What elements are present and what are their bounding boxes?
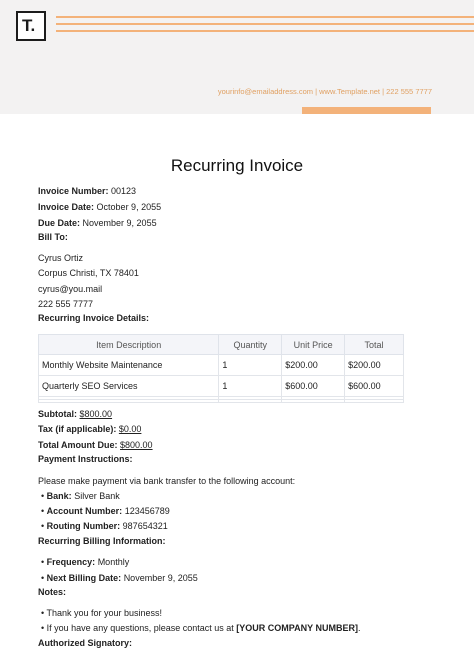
accent-bar	[302, 107, 431, 114]
column-header: Item Description	[39, 335, 219, 355]
bill-to-name: Cyrus Ortiz	[38, 253, 83, 263]
details-heading: Recurring Invoice Details:	[38, 313, 150, 323]
header-rule	[56, 30, 474, 32]
table-header-row	[39, 335, 404, 355]
table-row	[39, 355, 404, 376]
questions-item: • If you have any questions, please contact us at [YOUR COMPANY NUMBER].	[41, 623, 361, 633]
frequency-item: • Frequency: Monthly	[41, 557, 130, 567]
cell-total: $600.00	[345, 376, 404, 397]
table-row-empty	[39, 400, 404, 403]
cell-unit-price: $600.00	[282, 376, 345, 397]
column-header: Unit Price	[282, 335, 345, 355]
billing-heading: Recurring Billing Information:	[38, 536, 166, 546]
bill-to-email: cyrus@you.mail	[38, 284, 103, 294]
items-table	[38, 334, 404, 403]
table-row	[39, 376, 404, 397]
bank-item: • Bank: Silver Bank	[41, 491, 120, 501]
payment-heading: Payment Instructions:	[38, 454, 133, 464]
cell-description: Monthly Website Maintenance	[39, 355, 219, 376]
payment-intro: Please make payment via bank transfer to the following account:	[38, 476, 296, 486]
cell-total: $200.00	[345, 355, 404, 376]
cell-quantity: 1	[219, 376, 282, 397]
column-header: Total	[345, 335, 404, 355]
cell-description: Quarterly SEO Services	[39, 376, 219, 397]
header-rule	[56, 16, 474, 18]
logo	[16, 11, 46, 41]
invoice-date: Invoice Date: October 9, 2055	[38, 202, 162, 212]
header-band	[0, 0, 474, 114]
total-due: Total Amount Due: $800.00	[38, 440, 153, 450]
tax: Tax (if applicable): $0.00	[38, 424, 142, 434]
cell-quantity: 1	[219, 355, 282, 376]
next-billing-item: • Next Billing Date: November 9, 2055	[41, 573, 198, 583]
column-header: Quantity	[219, 335, 282, 355]
subtotal: Subtotal: $800.00	[38, 409, 113, 419]
notes-heading: Notes:	[38, 587, 67, 597]
bill-to-address: Corpus Christi, TX 78401	[38, 268, 139, 278]
page-title: Recurring Invoice	[170, 156, 304, 175]
thanks-item: • Thank you for your business!	[41, 608, 163, 618]
cell-unit-price: $200.00	[282, 355, 345, 376]
signatory-heading: Authorized Signatory:	[38, 638, 132, 648]
due-date: Due Date: November 9, 2055	[38, 218, 157, 228]
bill-to-phone: 222 555 7777	[38, 299, 94, 309]
bill-to-heading: Bill To:	[38, 232, 68, 242]
routing-item: • Routing Number: 987654321	[41, 521, 168, 531]
header-rule	[56, 23, 474, 25]
logo-text: T.	[22, 16, 36, 35]
account-item: • Account Number: 123456789	[41, 506, 170, 516]
invoice-number: Invoice Number: 00123	[38, 186, 137, 196]
contact-info: yourinfo@emailaddress.com | www.Template.net | 222 555 7777	[217, 87, 432, 96]
